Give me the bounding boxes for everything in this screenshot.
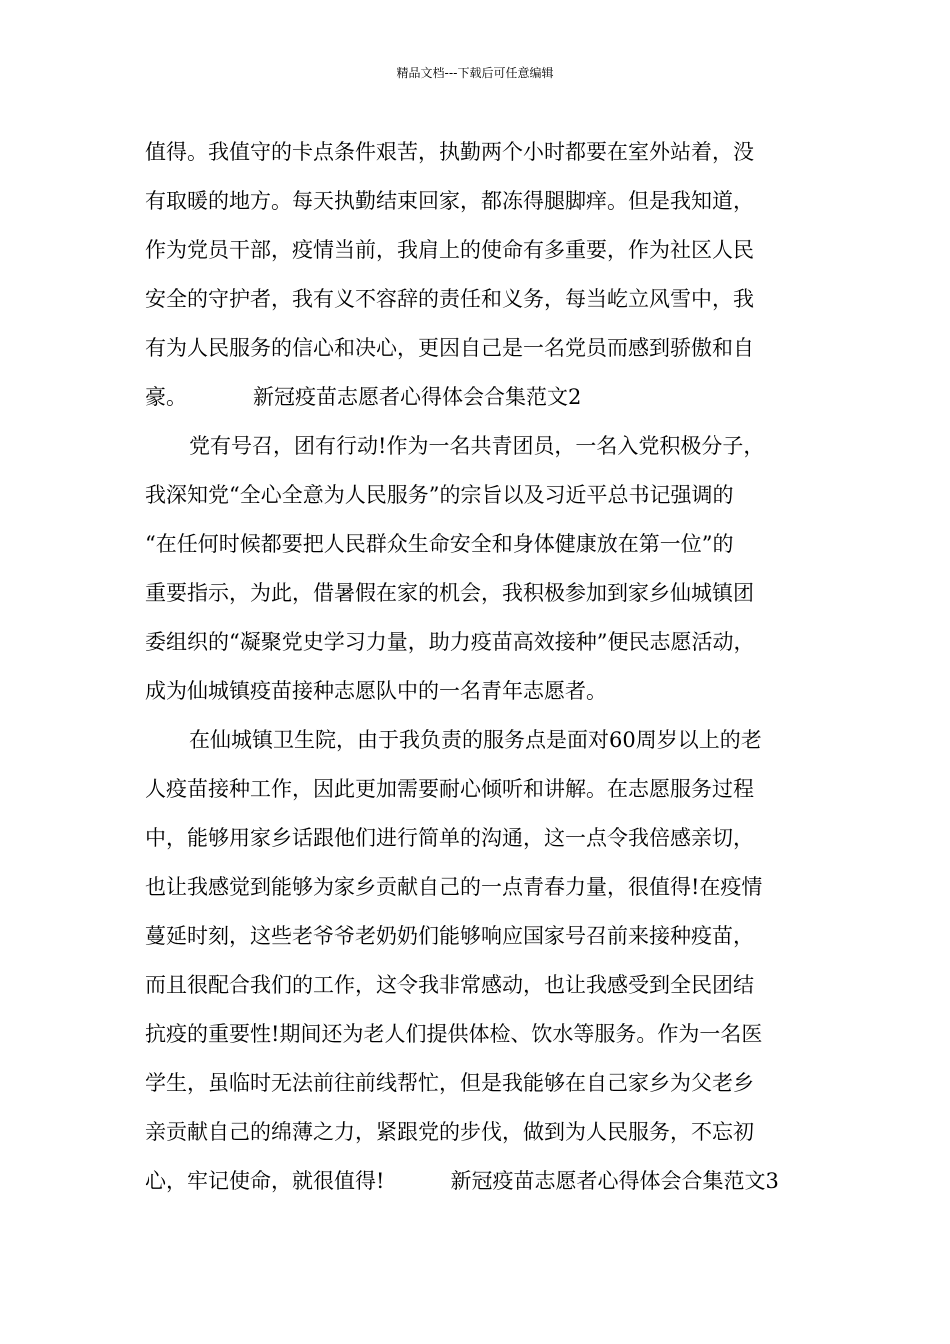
text-line: 成为仙城镇疫苗接种志愿队中的一名青年志愿者。: [145, 679, 607, 703]
text-line: 安全的守护者，我有义不容辞的责任和义务，每当屹立风雪中，我: [145, 287, 754, 311]
text-line: 抗疫的重要性!期间还为老人们提供体检、饮水等服务。作为一名医: [145, 1022, 763, 1046]
section-heading-2: 新冠疫苗志愿者心得体会合集范文2: [253, 385, 582, 409]
document-body: [145, 130, 825, 1208]
text-line: 我深知党“全心全意为人民服务”的宗旨以及习近平总书记强调的: [145, 483, 734, 507]
text-line: 蔓延时刻，这些老爷爷老奶奶们能够响应国家号召前来接种疫苗，: [145, 924, 754, 948]
text-line: 中，能够用家乡话跟他们进行简单的沟通，这一点令我倍感亲切，: [145, 826, 754, 850]
text-line: 亲贡献自己的绵薄之力，紧跟党的步伐，做到为人民服务，不忘初: [145, 1120, 754, 1144]
text-line: 也让我感觉到能够为家乡贡献自己的一点青春力量，很值得!在疫情: [145, 875, 763, 899]
text-line-with-heading: [145, 375, 825, 424]
text-line: 有为人民服务的信心和决心，更因自己是一名党员而感到骄傲和自: [145, 336, 754, 360]
text-line: 重要指示，为此，借暑假在家的机会，我积极参加到家乡仙城镇团: [145, 581, 754, 605]
text-line: 心，牢记使命，就很值得!: [145, 1169, 385, 1193]
text-line: 有取暖的地方。每天执勤结束回家，都冻得腿脚痒。但是我知道，: [145, 189, 754, 213]
text-line: “在任何时候都要把人民群众生命安全和身体健康放在第一位”的: [145, 532, 734, 556]
page-header: 精品文档---下载后可任意编辑: [396, 66, 554, 80]
paragraph-start: 党有号召，团有行动!作为一名共青团员，一名入党积极分子，: [189, 434, 765, 458]
text-line: 委组织的“凝聚党史学习力量，助力疫苗高效接种”便民志愿活动，: [145, 630, 755, 654]
text-line-with-heading: [145, 1159, 825, 1208]
section-heading-3: 新冠疫苗志愿者心得体会合集范文3: [450, 1169, 779, 1193]
paragraph-start: 在仙城镇卫生院，由于我负责的服务点是面对60周岁以上的老: [189, 728, 762, 752]
text-line: 值得。我值守的卡点条件艰苦，执勤两个小时都要在室外站着，没: [145, 140, 754, 164]
text-line: 而且很配合我们的工作，这令我非常感动，也让我感受到全民团结: [145, 973, 754, 997]
text-line: 豪。: [145, 385, 187, 409]
text-line: 人疫苗接种工作，因此更加需要耐心倾听和讲解。在志愿服务过程: [145, 777, 754, 801]
text-line: 作为党员干部，疫情当前，我肩上的使命有多重要，作为社区人民: [145, 238, 754, 262]
text-line: 学生，虽临时无法前往前线帮忙，但是我能够在自己家乡为父老乡: [145, 1071, 754, 1095]
